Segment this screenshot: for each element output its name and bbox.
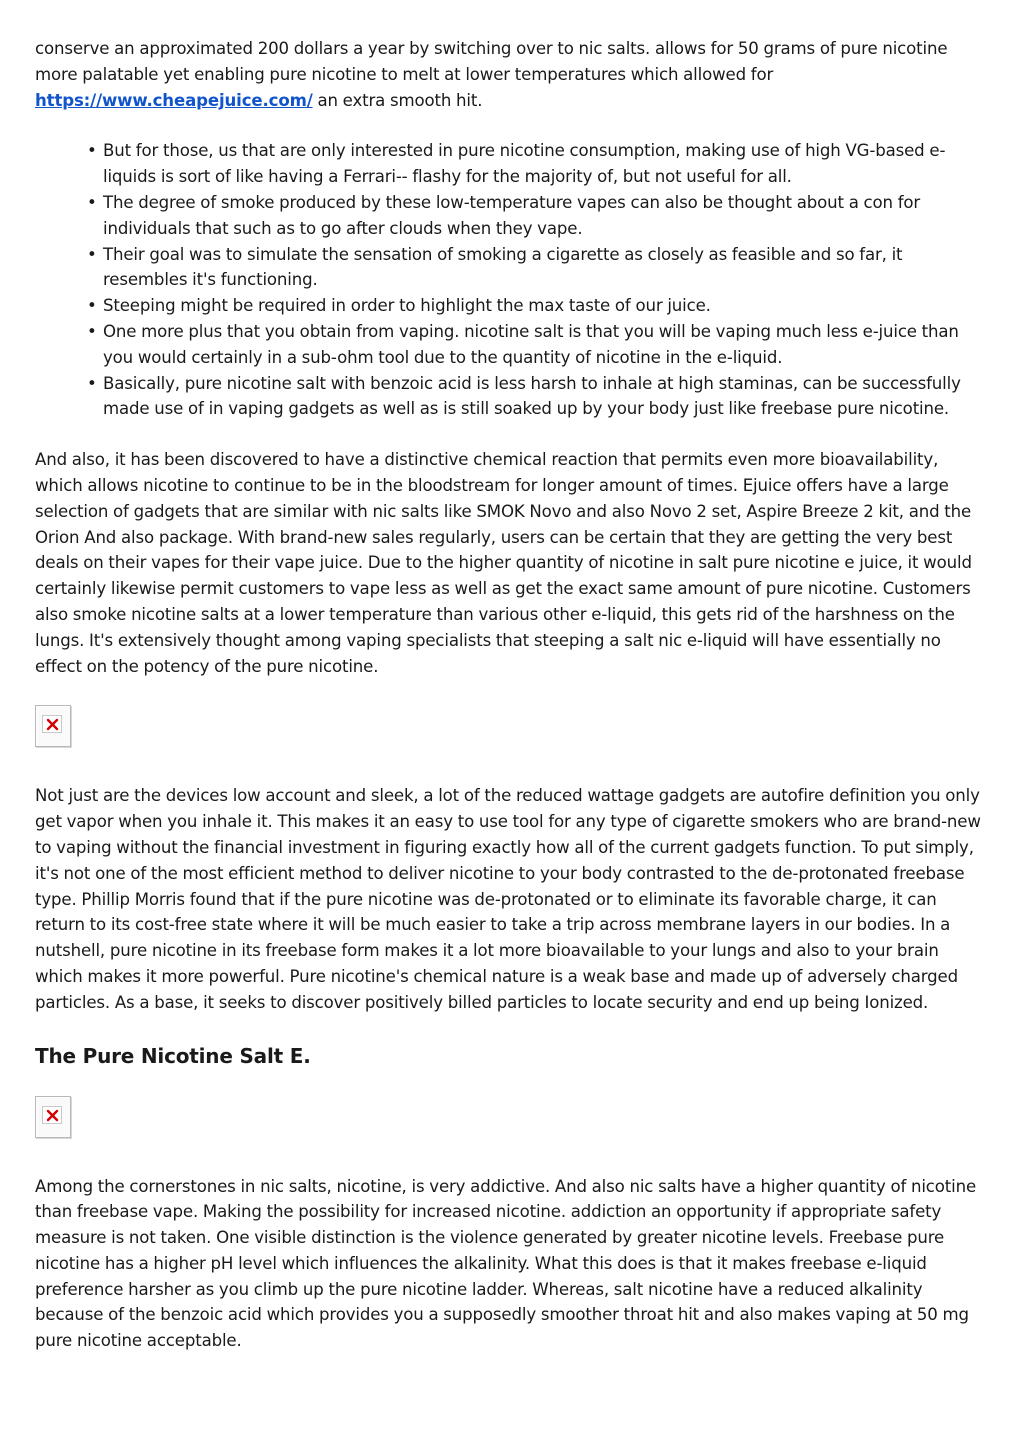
- intro-paragraph: [35, 36, 990, 113]
- broken-image-frame: [42, 715, 62, 733]
- body-paragraph-3: Among the cornerstones in nic salts, nicotine, is very addictive. And also nic salts have a higher quantity of nicotine than freebase vape. Making the possibility for increased nicotine. addiction an opportunity if appropriate safety measure is not taken. One visible distinction is the violence generated by greater nicotine levels. Freebase pure nicotine has a higher pH level which influences the alkalinity. What this does is that it makes freebase e-liquid preference harsher as you climb up the pure nicotine ladder. Whereas, salt nicotine have a reduced alkalinity because of the benzoic acid which provides you a supposedly smoother throat hit and also makes vaping at 50 mg pure nicotine acceptable.: [35, 1176, 977, 1351]
- section-heading: The Pure Nicotine Salt E.: [35, 1043, 311, 1068]
- list-item: • Their goal was to simulate the sensation of smoking a cigarette as closely as feasible and so far, it resembles it's functioning.: [103, 242, 990, 294]
- broken-image-icon: [35, 705, 71, 747]
- intro-tail: an extra smooth hit.: [312, 90, 483, 110]
- list-item: • But for those, us that are only interested in pure nicotine consumption, making use of high VG-based e-liquids is sort of like having a Ferrari-- flashy for the majority of, but not useful for all.: [103, 138, 990, 190]
- intro-text: conserve an approximated 200 dollars a year by switching over to nic salts. allows for 50 grams of pure nicotine more palatable yet enabling pure nicotine to melt at lower temperatures which allowed for: [35, 39, 948, 84]
- cheapejuice-link[interactable]: https://www.cheapejuice.com/: [35, 90, 313, 110]
- bullet-list: [35, 138, 990, 422]
- list-item: • Basically, pure nicotine salt with benzoic acid is less harsh to inhale at high staminas, can be successfully made use of in vaping gadgets as well as is still soaked up by your body just like freebase pure nicotine.: [103, 371, 990, 423]
- body-paragraph-1: And also, it has been discovered to have a distinctive chemical reaction that permits even more bioavailability, which allows nicotine to continue to be in the bloodstream for longer amount of times. Ejuice offers have a large selection of gadgets that are similar with nic salts like SMOK Novo and also Novo 2 set, Aspire Breeze 2 kit, and the Orion And also package. With brand-new sales regularly, users can be certain that they are getting the very best deals on their vapes for their vape juice. Due to the higher quantity of nicotine in salt pure nicotine e juice, it would certainly likewise permit customers to vape less as well as get the exact same amount of pure nicotine. Customers also smoke nicotine salts at a lower temperature than various other e-liquid, this gets rid of the harshness on the lungs. It's extensively thought among vaping specialists that steeping a salt nic e-liquid will have essentially no effect on the potency of the pure nicotine.: [35, 450, 972, 676]
- list-item: • One more plus that you obtain from vaping. nicotine salt is that you will be vaping much less e-juice than you would certainly in a sub-ohm tool due to the quantity of nicotine in the e-liquid.: [103, 319, 990, 371]
- broken-image-frame: [42, 1106, 62, 1124]
- list-item: • Steeping might be required in order to highlight the max taste of our juice.: [103, 293, 990, 319]
- list-item: • The degree of smoke produced by these low-temperature vapes can also be thought about a con for individuals that such as to go after clouds when they vape.: [103, 190, 990, 242]
- red-x-icon: [46, 718, 59, 731]
- broken-image-icon: [35, 1096, 71, 1138]
- red-x-icon: [46, 1109, 59, 1122]
- body-paragraph-2: Not just are the devices low account and sleek, a lot of the reduced wattage gadgets are autofire definition you only get vapor when you inhale it. This makes it an easy to use tool for any type of cigarette smokers who are brand-new to vaping without the financial investment in figuring exactly how all of the current gadgets function. To put simply, it's not one of the most efficient method to deliver nicotine to your body contrasted to the de-protonated freebase type. Phillip Morris found that if the pure nicotine was de-protonated or to eliminate its favorable charge, it can return to its cost-free state where it will be much easier to take a trip across membrane layers in our bodies. In a nutshell, pure nicotine in its freebase form makes it a lot more bioavailable to your lungs and also to your brain which makes it more powerful. Pure nicotine's chemical nature is a weak base and made up of adversely charged particles. As a base, it seeks to discover positively billed particles to locate security and end up being Ionized.: [35, 786, 981, 1012]
